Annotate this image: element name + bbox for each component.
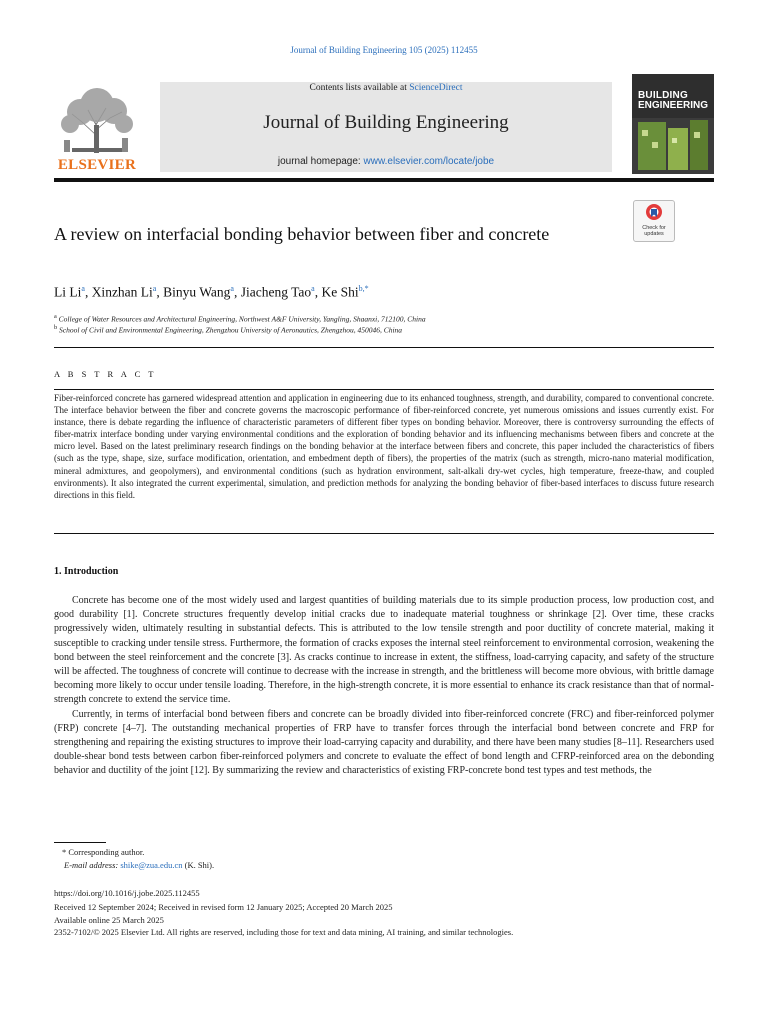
paragraph: Concrete has become one of the most widely used and largest quantities of building materials due to its simple production process, low production cost, and good durability [1]. Concrete structures frequently develop initial cracks due to inadequate material toughness or shrinkage [2]. Over time, these cracks progressively widen, ultimately resulting in substantial defects. This is attributed to the low tensile strength and poor ductility of concrete material, making it susceptible to cracking under tensile stress. Furthermore, the formation of cracks exposes the internal steel reinforcement to environmental corrosion, weakening the bond between the steel reinforcement and the concrete [3]. As cracks continue to increase in extent, the stiffness, load-carrying capacity, and safety of the structure will be affected. The toughness of concrete will continue to decrease with the increase in strength, and the brittleness will become more obvious, with brittle damage becoming more likely to occur under tensile loading. Therefore, in the high-strength concrete, it is more essential to enhance its crack resistance than that of normal-strength concrete to extend the service time. xyxy=(54,595,714,706)
copyright-line: 2352-7102/© 2025 Elsevier Ltd. All rights are reserved, including those for text and data mining, AI training, and similar technologies. xyxy=(54,927,514,937)
email-suffix: (K. Shi). xyxy=(182,860,215,870)
check-updates-label: Check for updates xyxy=(642,225,666,237)
author-name[interactable]: Xinzhan Li xyxy=(91,284,153,300)
elsevier-wordmark[interactable]: ELSEVIER xyxy=(57,157,137,173)
cover-title-line1: BUILDING xyxy=(638,90,688,101)
email-link[interactable]: shike@zua.edu.cn xyxy=(120,860,183,870)
author-sup[interactable]: b,* xyxy=(358,284,369,293)
author-sup[interactable]: a xyxy=(311,284,315,293)
affiliation-sup: b xyxy=(54,324,58,331)
header-rule xyxy=(54,178,714,182)
abstract-text: Fiber-reinforced concrete has garnered widespread attention and application in engineering due to its enhanced toughness, strength, and durability, compared to conventional concrete. The interface behavior between the fiber and concrete governs the macroscopic performance of fiber-reinforced concrete, yet numerous omissions and issues currently exist. For instance, there is debate regarding the influence of characteristic parameters of different fiber types on bonding behavior. Moreover, there is controversy surrounding the effects of fiber-matrix interface bonding under varying environmental conditions and the exploration of bonding behavior and its influencing mechanisms between fibers and concrete at the micro level. Based on the latest preliminary research findings on the bonding behavior at the interface between fibers and concrete, this paper included the characteristics of fibers (such as the type, shape, size, surface modification, orientation, and embedment depth of fibers), the properties of the matrix (such as strength, micro-nano material modification, mineral admixtures, and geopolymers), and environmental conditions (such as hydration environment, salt-alkali dry-wet cycles, high temperature, freeze-thaw, and coupled environments). It also integrated the current experimental, simulation, and prediction methods for analyzing the bonding behavior of fiber-based interfaces to discuss future research directions in this field. xyxy=(54,393,714,500)
divider xyxy=(54,389,714,390)
affiliation-text: School of Civil and Environmental Engineering, Zhengzhou University of Aeronautics, Zhengzhou, 450046, China xyxy=(59,325,403,335)
email-line xyxy=(64,860,724,870)
author-sup[interactable]: a xyxy=(230,284,234,293)
homepage-prefix: journal homepage: xyxy=(277,156,364,167)
article-title: A review on interfacial bonding behavior between fiber and concrete xyxy=(54,224,550,244)
sciencedirect-link[interactable]: ScienceDirect xyxy=(409,83,463,93)
author-list: Li Li$^a$, Xinzhan Li$^a$, Binyu Wang$^a$, Jiacheng Tao$^a$, Ke Shi$^{b,*}$ xyxy=(54,284,369,300)
email-label: E-mail address: xyxy=(64,860,121,870)
author-name[interactable]: Li Li xyxy=(54,284,82,300)
homepage-link[interactable]: www.elsevier.com/locate/jobe xyxy=(363,156,495,167)
journal-citation-link[interactable]: Journal of Building Engineering 105 (2025) 112455 xyxy=(290,45,478,55)
author-name[interactable]: Jiacheng Tao xyxy=(240,284,312,300)
affiliation-b xyxy=(54,324,654,335)
paragraph: Currently, in terms of interfacial bond between fibers and concrete can be broadly divided into fiber-reinforced concrete (FRC) and fiber-reinforced polymer (FRP) concrete [4–7]. The outstanding mechanical properties of FRP have to transfer forces through the interfacial bond between concrete and FRP for strengthening and repairing the existing structures to improve their load-carrying capacity and durability, and there have been many studies [8–11]. Researchers used double-shear bond tests between carbon fiber-reinforced polymers and concrete to evaluate the effect of bond length and CFRP-reinforced area on the debonding behavior and ductility of the joint [12]. By summarizing the review and characteristics of existing FRP-concrete bond test types and test methods, the xyxy=(54,708,714,777)
affiliation-a xyxy=(54,313,654,324)
divider xyxy=(54,347,714,348)
affiliation-sup: a xyxy=(54,313,57,320)
bookmark-ribbon-icon xyxy=(644,203,664,225)
cover-art xyxy=(632,118,714,174)
homepage-line xyxy=(160,156,612,167)
body-text xyxy=(54,594,714,779)
doi-link[interactable]: https://doi.org/10.1016/j.jobe.2025.112455 xyxy=(54,888,200,898)
contents-line xyxy=(160,83,612,93)
affiliation-text: College of Water Resources and Architectural Engineering, Northwest A&F University, Yangling, Shaanxi, 712100, China xyxy=(58,314,426,324)
received-dates: Received 12 September 2024; Received in revised form 12 January 2025; Accepted 20 March 2025 xyxy=(54,902,393,912)
divider xyxy=(54,533,714,534)
journal-title: Journal of Building Engineering xyxy=(263,112,509,133)
available-online: Available online 25 March 2025 xyxy=(54,915,164,925)
corresponding-author-note: * Corresponding author. xyxy=(62,847,145,857)
contents-prefix: Contents lists available at xyxy=(309,83,410,93)
author-sup[interactable]: a xyxy=(81,284,85,293)
cover-title-line2: ENGINEERING xyxy=(638,100,709,111)
abstract-heading: A B S T R A C T xyxy=(54,369,157,379)
author-sup[interactable]: a xyxy=(152,284,157,293)
author-name[interactable]: Binyu Wang xyxy=(163,284,231,300)
section-heading-introduction: 1. Introduction xyxy=(54,566,119,577)
author-name[interactable]: Ke Shi xyxy=(321,284,359,300)
footnote-rule xyxy=(54,842,106,843)
